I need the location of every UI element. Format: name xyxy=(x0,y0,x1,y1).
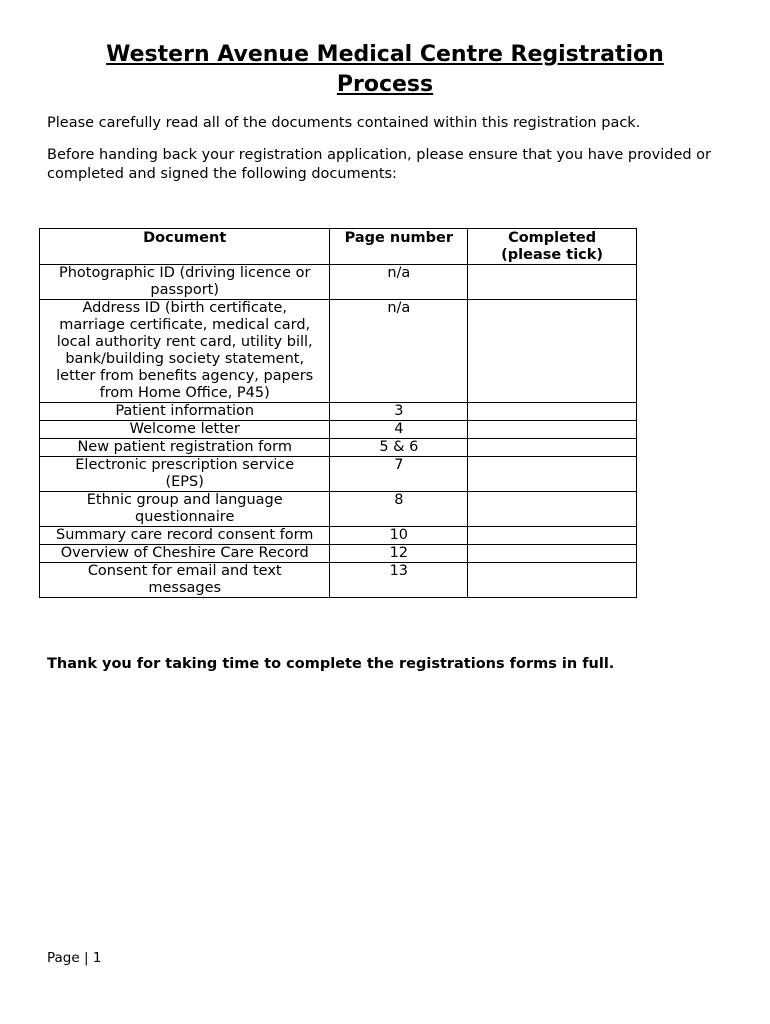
document-cell xyxy=(40,403,330,421)
table-row xyxy=(40,421,637,439)
page-number-cell: 5 & 6 xyxy=(330,439,468,457)
document-cell xyxy=(40,545,330,563)
document-cell-line: Electronic prescription service xyxy=(75,457,295,473)
completed-tick-cell[interactable] xyxy=(468,527,637,545)
page-number-cell: n/a xyxy=(330,265,468,300)
title-line-1: Western Avenue Medical Centre Registration xyxy=(106,42,664,67)
page-number-cell: 3 xyxy=(330,403,468,421)
completed-tick-cell[interactable] xyxy=(468,545,637,563)
document-cell xyxy=(40,563,330,598)
header-completed xyxy=(468,229,637,265)
page-footer: Page | 1 xyxy=(47,950,102,966)
page-number-cell: 13 xyxy=(330,563,468,598)
document-cell-line: Address ID (birth certificate, xyxy=(82,300,287,316)
document-cell-line: Photographic ID (driving licence or xyxy=(59,265,311,281)
table-row xyxy=(40,439,637,457)
header-completed-sublabel: (please tick) xyxy=(501,247,604,263)
table-row xyxy=(40,545,637,563)
intro-paragraph-2: Before handing back your registration application, please ensure that you have provided or completed and signed the following documents: xyxy=(47,147,712,182)
page-number-cell: 8 xyxy=(330,492,468,527)
document-cell xyxy=(40,421,330,439)
document-cell-line: (EPS) xyxy=(165,474,204,490)
header-document-label: Document xyxy=(143,230,227,246)
document-cell-line: Welcome letter xyxy=(129,421,240,437)
document-cell-line: messages xyxy=(148,580,222,596)
table-row xyxy=(40,265,637,300)
completed-tick-cell[interactable] xyxy=(468,563,637,598)
thank-you-note: Thank you for taking time to complete the registrations forms in full. xyxy=(47,656,615,672)
document-cell-line: Ethnic group and language xyxy=(86,492,283,508)
document-cell-line: Consent for email and text xyxy=(87,563,282,579)
document-cell xyxy=(40,300,330,403)
table-row xyxy=(40,457,637,492)
document-cell-line: letter from benefits agency, papers xyxy=(56,368,314,384)
completed-tick-cell[interactable] xyxy=(468,421,637,439)
completed-tick-cell[interactable] xyxy=(468,457,637,492)
document-cell xyxy=(40,265,330,300)
completed-tick-cell[interactable] xyxy=(468,492,637,527)
header-document xyxy=(40,229,330,265)
document-cell-line: New patient registration form xyxy=(77,439,292,455)
table-row xyxy=(40,300,637,403)
page-number-cell: 4 xyxy=(330,421,468,439)
completed-tick-cell[interactable] xyxy=(468,439,637,457)
table-row xyxy=(40,492,637,527)
document-cell-line: questionnaire xyxy=(135,509,235,525)
document-cell xyxy=(40,457,330,492)
page-number-cell: 12 xyxy=(330,545,468,563)
document-cell xyxy=(40,439,330,457)
document-cell-line: Overview of Cheshire Care Record xyxy=(60,545,309,561)
document-cell-line: from Home Office, P45) xyxy=(99,385,270,401)
documents-checklist-table xyxy=(39,228,637,598)
document-cell-line: Patient information xyxy=(115,403,255,419)
page-title xyxy=(60,40,710,100)
document-cell-line: marriage certificate, medical card, xyxy=(59,317,311,333)
header-page-number xyxy=(330,229,468,265)
header-page-number-label: Page number xyxy=(344,230,454,246)
completed-tick-cell[interactable] xyxy=(468,300,637,403)
table-row xyxy=(40,403,637,421)
table-row xyxy=(40,563,637,598)
page-number-cell: n/a xyxy=(330,300,468,403)
completed-tick-cell[interactable] xyxy=(468,403,637,421)
intro-paragraph-1: Please carefully read all of the documents contained within this registration pack. xyxy=(47,115,641,131)
table-row xyxy=(40,527,637,545)
page-number-cell: 7 xyxy=(330,457,468,492)
title-line-2: Process xyxy=(336,72,434,97)
table-body xyxy=(40,265,637,598)
page-number-cell: 10 xyxy=(330,527,468,545)
document-cell xyxy=(40,527,330,545)
header-completed-label: Completed xyxy=(508,230,597,246)
document-cell-line: bank/building society statement, xyxy=(65,351,305,367)
document-cell-line: local authority rent card, utility bill, xyxy=(56,334,313,350)
document-cell xyxy=(40,492,330,527)
completed-tick-cell[interactable] xyxy=(468,265,637,300)
document-cell-line: passport) xyxy=(150,282,219,298)
document-cell-line: Summary care record consent form xyxy=(55,527,314,543)
table-header-row xyxy=(40,229,637,265)
